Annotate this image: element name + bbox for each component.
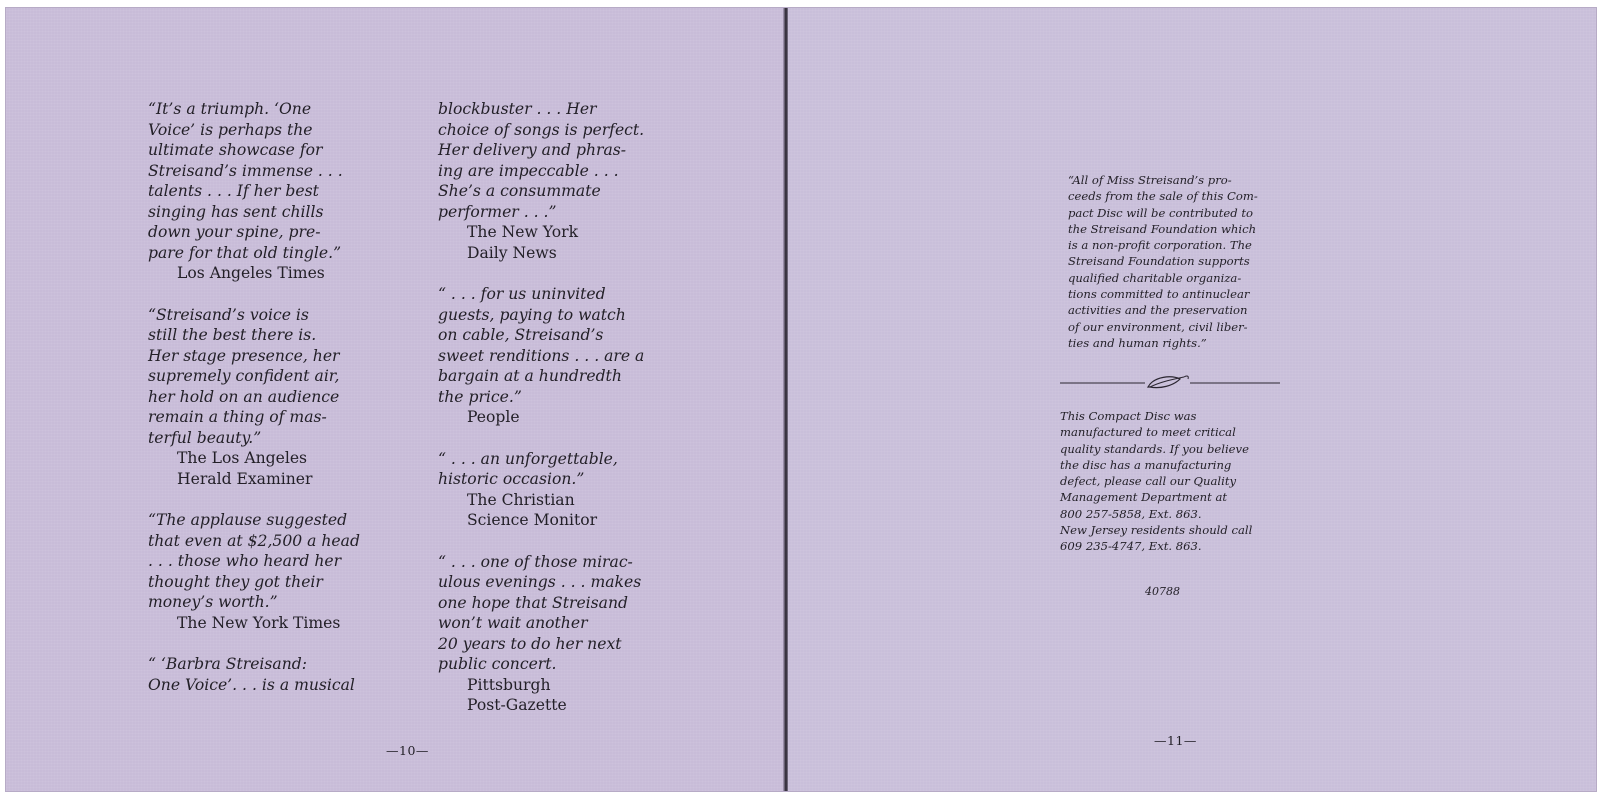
- review-quote: [148, 99, 398, 284]
- quote-source: Pittsburgh Post-Gazette: [467, 675, 567, 714]
- page-number: —10—: [386, 743, 429, 758]
- review-quote: [438, 449, 688, 531]
- right-page: [788, 8, 1596, 791]
- review-quote: [438, 552, 688, 716]
- foundation-notice: “All of Miss Streisand’s pro- ceeds from the sale of this Com- pact Disc will be contributed to the Streisand Foundation which is a non-profit corporation. The Streisand Foundation supports qualified charitable organiza- tions committed to antinuclear activities and the preservation of our environment, civil liber- ties and human rights.”: [1068, 173, 1258, 350]
- quote-column-2: [438, 99, 688, 737]
- quote-text: “ ‘Barbra Streisand: One Voice’. . . is a musical: [148, 655, 355, 694]
- review-quote: [148, 510, 398, 633]
- quote-source: Los Angeles Times: [177, 264, 325, 282]
- quote-text: “It’s a triumph. ‘One Voice’ is perhaps the ultimate showcase for Streisand’s immense . . . talents . . . If her best singing has sent chills down your spine, pre- pare for that old tingle.”: [148, 100, 343, 262]
- quote-text: “ . . . one of those mirac- ulous evenings . . . makes one hope that Streisand won’t wait another 20 years to do her next public concert.: [438, 552, 642, 673]
- quote-text: blockbuster . . . Her choice of songs is perfect. Her delivery and phras- ing are impeccable . . . She’s a consummate performer . . .”: [438, 100, 645, 221]
- review-quote: [438, 284, 688, 428]
- quote-text: “Streisand’s voice is still the best there is. Her stage presence, her supremely confident air, her hold on an audience remain a thing of mas- terful beauty.”: [148, 305, 340, 447]
- quote-text: “ . . . an unforgettable, historic occasion.”: [438, 449, 618, 488]
- quote-source: People: [467, 408, 520, 426]
- review-quote: [438, 99, 688, 263]
- review-quote: [148, 305, 398, 490]
- quote-source: The New York Daily News: [467, 223, 579, 262]
- booklet-spread: [6, 8, 1596, 791]
- leaf-icon: [1060, 368, 1280, 398]
- left-page: [6, 8, 788, 791]
- quote-source: The New York Times: [177, 613, 341, 632]
- page-number: —11—: [1154, 733, 1197, 748]
- review-quote: [148, 654, 398, 695]
- quote-column-1: [148, 99, 398, 716]
- quote-source: The Christian Science Monitor: [467, 490, 598, 529]
- quote-text: “The applause suggested that even at $2,500 a head . . . those who heard her thought they got their money’s worth.”: [148, 511, 360, 611]
- quote-text: “ . . . for us uninvited guests, paying to watch on cable, Streisand’s sweet renditions . . . are a bargain at a hundredth the price.”: [438, 285, 645, 406]
- quote-source: The Los Angeles Herald Examiner: [177, 449, 313, 488]
- catalog-number: 40788: [1145, 585, 1180, 598]
- quality-notice: This Compact Disc was manufactured to meet critical quality standards. If you believe the disc has a manufacturing defect, please call our Quality Management Department at 800 257-5858, Ext. 863. New Jersey residents should call 609 235-4747, Ext. 863.: [1060, 409, 1253, 554]
